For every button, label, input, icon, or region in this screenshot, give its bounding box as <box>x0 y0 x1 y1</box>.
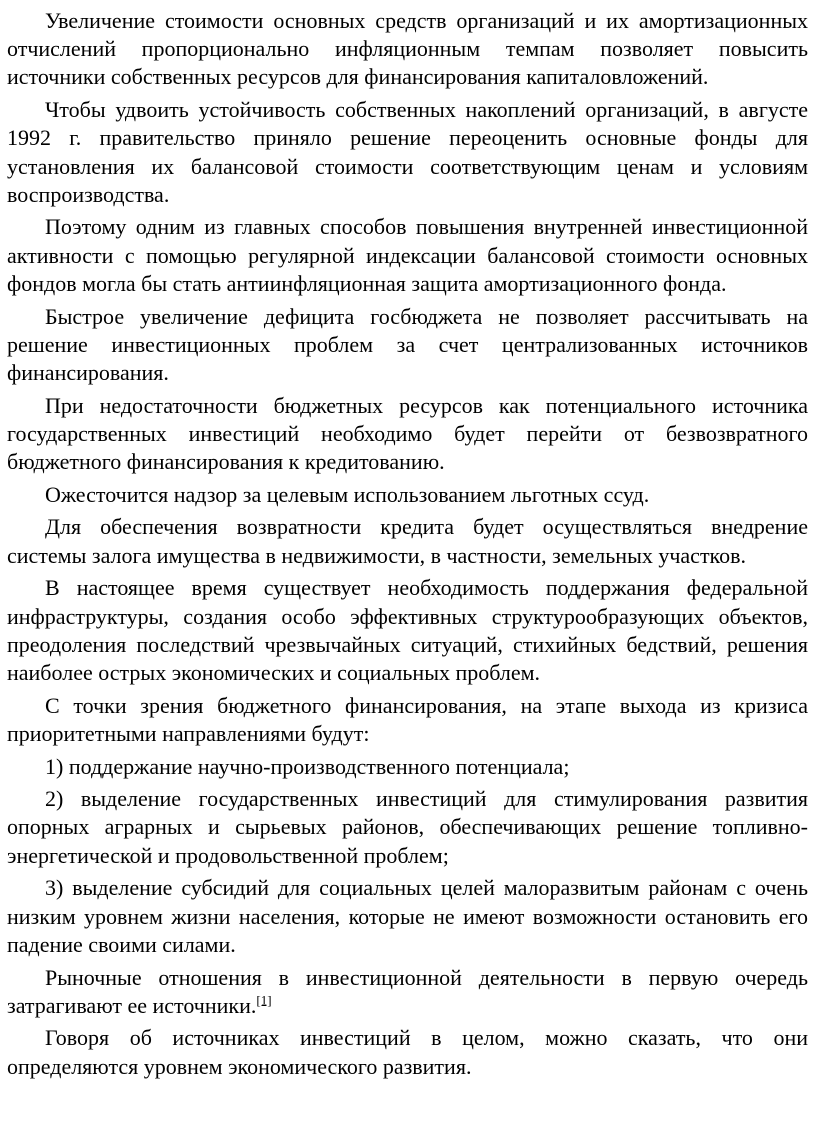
paragraph <box>7 303 808 388</box>
paragraph-text: Увеличение стоимости основных средств организаций и их амортизационных отчислений пропорционально инфляционным темпам позволяет повысить источники собственных ресурсов для финансирования капиталовложений. <box>7 8 808 90</box>
footnote-reference[interactable]: [1] <box>256 992 272 1008</box>
paragraph-text: Говоря об источниках инвестиций в целом, можно сказать, что они определяются уровнем экономического развития. <box>7 1025 808 1079</box>
paragraph <box>7 96 808 209</box>
document-body <box>7 7 808 1081</box>
paragraph-text: В настоящее время существует необходимость поддержания федеральной инфраструктуры, создания особо эффективных структурообразующих объектов, преодоления последствий чрезвычайных ситуаций, стихийных бедствий, решения наиболее острых экономических и социальных проблем. <box>7 575 808 685</box>
paragraph <box>7 213 808 298</box>
paragraph-text: С точки зрения бюджетного финансирования, на этапе выхода из кризиса приоритетными направлениями будут: <box>7 692 808 746</box>
paragraph <box>7 692 808 748</box>
paragraph-text: Рыночные отношения в инвестиционной деятельности в первую очередь затрагивают ее источники. <box>7 964 808 1018</box>
paragraph-text: Поэтому одним из главных способов повышения внутренней инвестиционной активности с помощью регулярной индексации балансовой стоимости основных фондов могла бы стать антиинфляционная защита амортизационного фонда. <box>7 214 808 296</box>
paragraph-text: При недостаточности бюджетных ресурсов как потенциального источника государственных инвестиций необходимо будет перейти от безвозвратного бюджетного финансирования к кредитованию. <box>7 392 808 475</box>
paragraph <box>7 392 808 477</box>
paragraph-text: 2) выделение государственных инвестиций для стимулирования развития опорных аграрных и сырьевых районов, обеспечивающих решение топливно-энергетической и продовольственной проблем; <box>7 786 808 868</box>
paragraph <box>7 513 808 569</box>
list-item-paragraph <box>7 874 808 959</box>
list-item-paragraph <box>7 785 808 870</box>
list-item-paragraph <box>7 753 808 781</box>
paragraph <box>7 481 808 509</box>
paragraph-text: 1) поддержание научно-производственного потенциала; <box>45 753 570 779</box>
paragraph-text: 3) выделение субсидий для социальных целей малоразвитым районам с очень низким уровнем жизни населения, которые не имеют возможности остановить его падение своими силами. <box>7 875 808 957</box>
paragraph-text: Чтобы удвоить устойчивость собственных накоплений организаций, в августе 1992 г. правительство приняло решение переоценить основные фонды для установления их балансовой стоимости соответствующим ценам и условиям воспроизводства. <box>7 97 808 207</box>
paragraph-text: Ожесточится надзор за целевым использованием льготных ссуд. <box>45 481 650 507</box>
paragraph <box>7 7 808 92</box>
paragraph <box>7 964 808 1020</box>
paragraph <box>7 1024 808 1080</box>
paragraph-text: Быстрое увеличение дефицита госбюджета не позволяет рассчитывать на решение инвестиционных проблем за счет централизованных источников финансирования. <box>7 303 808 385</box>
paragraph <box>7 574 808 687</box>
paragraph-text: Для обеспечения возвратности кредита будет осуществляться внедрение системы залога имущества в недвижимости, в частности, земельных участков. <box>7 514 808 568</box>
